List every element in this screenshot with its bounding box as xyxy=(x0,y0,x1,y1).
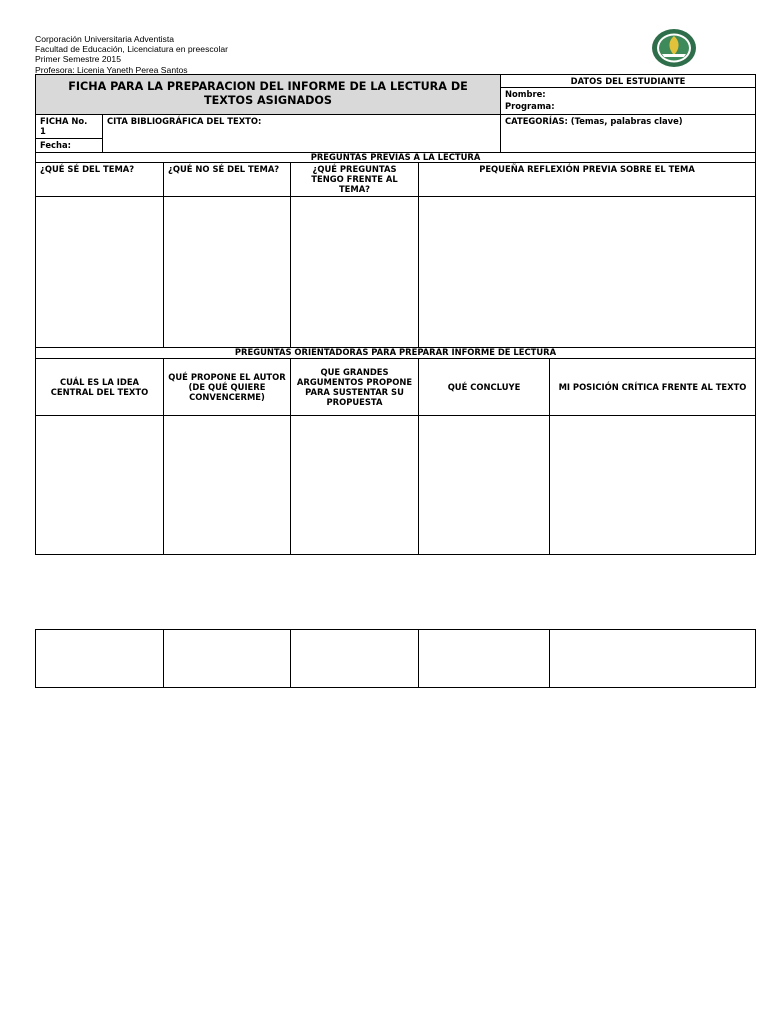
continuation-cell-2[interactable] xyxy=(164,630,291,688)
previas-col-que-no-se: ¿QUÉ NO SÉ DEL TEMA? xyxy=(164,163,291,197)
nombre-field[interactable]: Nombre: xyxy=(501,88,756,101)
previas-col-que-se: ¿QUÉ SÉ DEL TEMA? xyxy=(36,163,164,197)
orientadoras-answer-posicion-critica[interactable] xyxy=(550,416,756,555)
propone-main: QUÉ PROPONE EL AUTOR xyxy=(168,372,286,382)
orientadoras-col-propone xyxy=(164,359,291,416)
university-seal-icon xyxy=(651,28,697,68)
fecha-field[interactable]: Fecha: xyxy=(36,138,103,152)
orientadoras-answer-propone[interactable] xyxy=(164,416,291,555)
previas-answer-que-no-se[interactable] xyxy=(164,197,291,348)
institution-name: Corporación Universitaria Adventista xyxy=(35,34,174,44)
cita-bibliografica-field[interactable]: CITA BIBLIOGRÁFICA DEL TEXTO: xyxy=(103,114,501,152)
form-header-table xyxy=(35,74,756,153)
orientadoras-col-concluye: QUÉ CONCLUYE xyxy=(419,359,550,416)
previas-answer-que-se[interactable] xyxy=(36,197,164,348)
orientadoras-answer-argumentos[interactable] xyxy=(291,416,419,555)
orientadoras-answer-concluye[interactable] xyxy=(419,416,550,555)
semester: Primer Semestre 2015 xyxy=(35,54,121,65)
continuation-cell-4[interactable] xyxy=(419,630,550,688)
student-data-header: DATOS DEL ESTUDIANTE xyxy=(501,75,756,88)
institution-header xyxy=(35,34,228,75)
ficha-number-cell xyxy=(36,114,103,138)
orientadoras-col-idea-central: CUÁL ES LA IDEA CENTRAL DEL TEXTO xyxy=(36,359,164,416)
faculty-name: Facultad de Educación, Licenciatura en preescolar xyxy=(35,44,228,55)
previas-answer-preguntas[interactable] xyxy=(291,197,419,348)
continuation-cell-1[interactable] xyxy=(36,630,164,688)
preguntas-previas-table xyxy=(35,152,756,348)
categorias-field[interactable]: CATEGORÍAS: (Temas, palabras clave) xyxy=(501,114,756,152)
propone-sub: (DE QUÉ QUIERE CONVENCERME) xyxy=(188,382,266,402)
previas-col-preguntas: ¿QUÉ PREGUNTAS TENGO FRENTE AL TEMA? xyxy=(291,163,419,197)
preguntas-orientadoras-table xyxy=(35,347,756,555)
programa-field[interactable]: Programa: xyxy=(501,100,756,114)
orientadoras-section-title: PREGUNTAS ORIENTADORAS PARA PREPARAR INFORME DE LECTURA xyxy=(36,348,756,359)
ficha-number: 1 xyxy=(40,125,46,136)
continuation-table xyxy=(35,629,756,688)
orientadoras-col-argumentos: QUE GRANDES ARGUMENTOS PROPONE PARA SUSTENTAR SU PROPUESTA xyxy=(291,359,419,416)
professor: Profesora: Licenia Yaneth Perea Santos xyxy=(35,64,188,75)
previas-answer-reflexion[interactable] xyxy=(419,197,756,348)
form-title: FICHA PARA LA PREPARACION DEL INFORME DE LA LECTURA DE TEXTOS ASIGNADOS xyxy=(36,75,501,115)
continuation-cell-5[interactable] xyxy=(550,630,756,688)
ficha-label: FICHA No. xyxy=(40,115,88,126)
orientadoras-answer-idea-central[interactable] xyxy=(36,416,164,555)
previas-col-reflexion: PEQUEÑA REFLEXIÓN PREVIA SOBRE EL TEMA xyxy=(419,163,756,197)
orientadoras-col-posicion-critica: MI POSICIÓN CRÍTICA FRENTE AL TEXTO xyxy=(550,359,756,416)
continuation-cell-3[interactable] xyxy=(291,630,419,688)
previas-section-title: PREGUNTAS PREVIAS A LA LECTURA xyxy=(36,153,756,163)
